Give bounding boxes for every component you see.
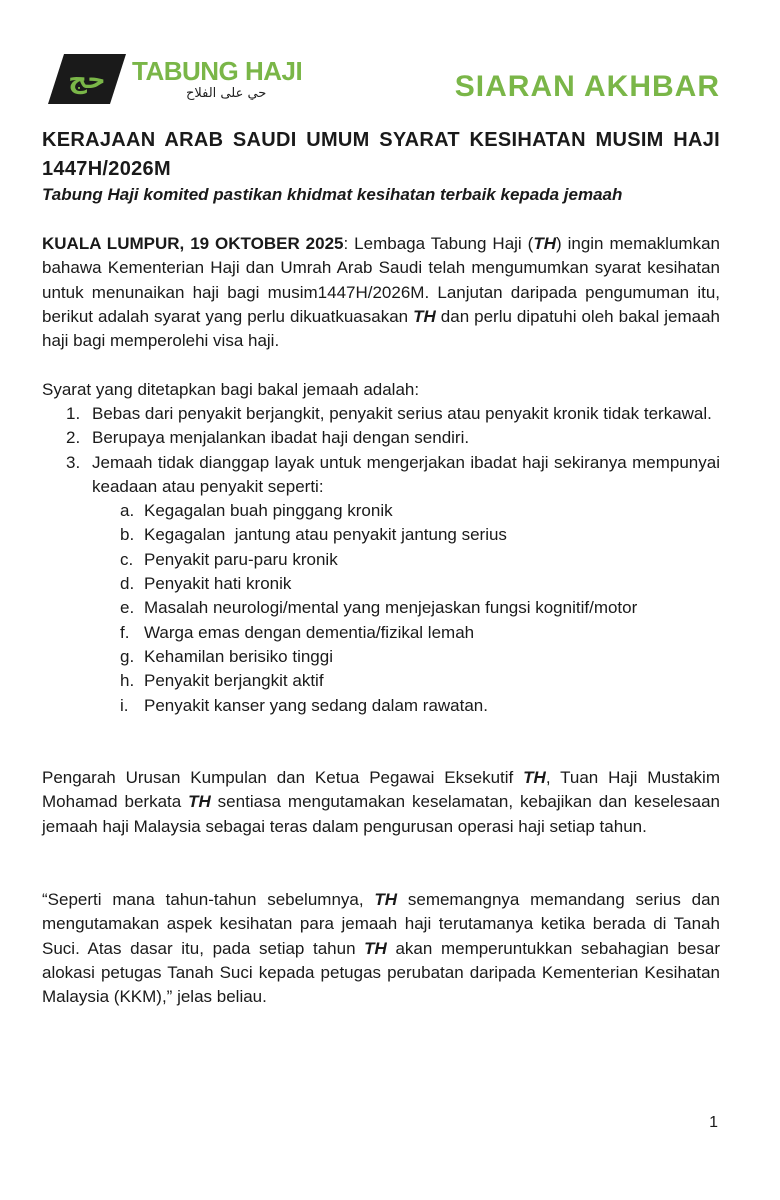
condition-letter: e. [120,598,135,618]
paragraph-quote-text-1: “Seperti mana tahun-tahun sebelumnya, [42,890,375,909]
paragraph-quote-text-3: akan memperuntukkan sebahagian besar alokasi petugas Tanah Suci kepada petugas perubatan daripada Kementerian Kesihatan Malaysia (KKM),” jelas beliau. [42,938,720,1007]
paragraph-intro-text-3: dan perlu dipatuhi oleh bakal jemaah haji bagi memperolehi visa haji. [42,306,720,351]
requirements-intro: Syarat yang ditetapkan bagi bakal jemaah adalah: [42,380,420,399]
list-item-text: Jemaah tidak dianggap layak untuk mengerjakan ibadat haji sekiranya mempunyai keadaan atau penyakit seperti: [92,452,720,496]
condition-text: Kegagalan buah pinggang kronik [144,501,393,521]
list-item-text: Bebas dari penyakit berjangkit, penyakit serius atau penyakit kronik tidak terkawal. [92,404,712,423]
paragraph-quote-text-2: sememangnya memandang serius dan mengutamakan aspek kesihatan para jemaah haji terutamanya ketika berada di Tanah Suci. Atas dasar itu, pada setiap tahun [42,890,720,958]
th-abbrev: TH [523,768,546,787]
condition-item [120,621,720,645]
paragraph-statement-text-2: , Tuan Haji Mustakim Mohamad berkata [42,768,720,812]
list-item [66,451,720,718]
document-type-heading: SIARAN AKHBAR [454,70,720,103]
tabung-haji-logo-mark [46,52,128,106]
paragraph-statement-text-3: sentiasa mengutamakan keselamatan, kebajikan dan keselesaan jemaah haji Malaysia sebagai teras dalam pengurusan operasi haji setiap tahun. [42,792,720,836]
condition-letter: i. [120,695,129,715]
list-number: 3. [66,452,81,472]
dateline: KUALA LUMPUR, 19 OKTOBER 2025 [42,234,344,253]
condition-letter: g. [120,646,135,666]
list-number: 1. [66,404,81,423]
condition-item [120,669,720,693]
logo-mark-glyph: حج [68,65,106,95]
page-number: 1 [709,1114,718,1131]
list-number: 2. [66,428,81,448]
condition-item [120,572,720,596]
paragraph-intro [42,232,720,353]
paragraph-statement [42,766,720,839]
paragraph-intro-text-1: : Lembaga Tabung Haji ( [343,234,534,253]
condition-letter: h. [120,671,135,691]
th-abbrev: TH [374,890,398,909]
th-abbrev: TH [188,792,211,812]
tabung-haji-logo [46,52,303,108]
condition-item [120,596,720,620]
condition-text: Warga emas dengan dementia/fizikal lemah [144,622,475,642]
logo-tagline: حي على الفلاح [186,86,267,101]
condition-text: Kehamilan berisiko tinggi [144,646,333,666]
condition-letter: f. [120,622,130,642]
condition-letter: a. [120,501,135,521]
th-abbrev: TH [533,234,556,253]
condition-item [120,548,720,572]
condition-item [120,499,720,523]
condition-letter: c. [120,549,134,569]
condition-letter: b. [120,525,135,545]
th-abbrev: TH [364,938,387,958]
condition-text: Masalah neurologi/mental yang menjejaskan fungsi kognitif/motor [144,598,638,618]
press-release-title: KERAJAAN ARAB SAUDI UMUM SYARAT KESIHATAN MUSIM HAJI 1447H/2026M [42,129,720,180]
condition-text: Penyakit berjangkit aktif [144,671,324,691]
condition-text: Penyakit kanser yang sedang dalam rawatan. [144,695,488,715]
paragraph-intro-text-2: ) ingin memaklumkan bahawa Kementerian Haji dan Umrah Arab Saudi telah mengumumkan syarat kesihatan untuk menunaikan haji bagi musim1447H/2026M. Lanjutan daripada pengumuman itu, berikut adalah syarat yang perlu dikuatkuasakan [42,234,720,326]
condition-text: Kegagalan jantung atau penyakit jantung serius [144,525,507,545]
condition-item [120,694,720,718]
press-release-subtitle: Tabung Haji komited pastikan khidmat kesihatan terbaik kepada jemaah [42,185,623,204]
list-item [66,402,720,426]
paragraph-quote [42,888,720,1009]
condition-item [120,523,720,547]
paragraph-statement-text-1: Pengarah Urusan Kumpulan dan Ketua Pegawai Eksekutif [42,768,524,787]
condition-text: Penyakit hati kronik [144,574,292,594]
th-abbrev: TH [413,306,436,326]
conditions-list [120,499,720,718]
condition-letter: d. [120,574,135,594]
requirements-list [66,402,720,718]
logo-text: TABUNG HAJI [132,56,303,86]
list-item-text: Berupaya menjalankan ibadat haji dengan sendiri. [92,428,470,448]
list-item [66,426,720,450]
condition-text: Penyakit paru-paru kronik [144,549,338,569]
condition-item [120,645,720,669]
